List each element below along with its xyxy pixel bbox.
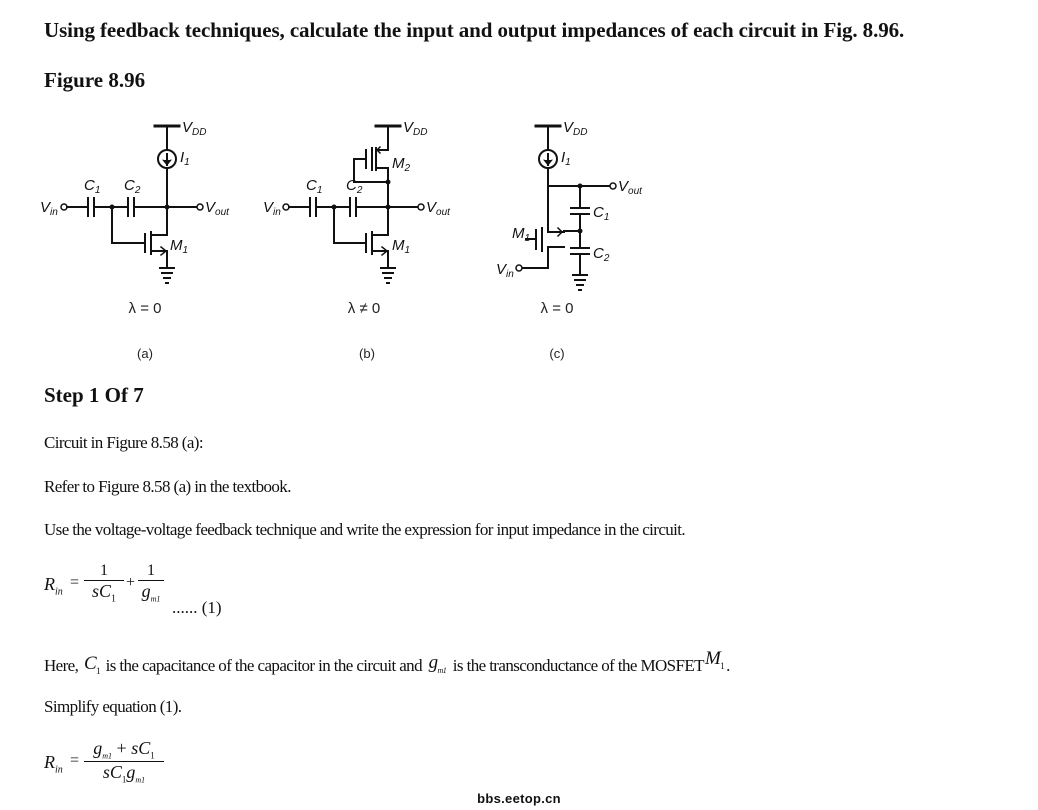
vout-label-b: $V_{out}$ (426, 199, 450, 218)
figure-heading: Figure 8.96 (44, 68, 146, 92)
i1-label-a: $I_1$ (180, 149, 190, 168)
here-line (44, 649, 730, 677)
vout-label-a: $V_{out}$ (205, 199, 229, 218)
symbol-gm1: $g_{m1}$ (428, 652, 447, 675)
here-text-1: Here, (44, 655, 79, 675)
eq1-equals: = (70, 574, 80, 591)
c1-label-a: $C_1$ (84, 177, 101, 196)
solution-line-5: Simplify equation (1). (44, 697, 182, 716)
vin-label-c: $V_{in}$ (496, 261, 514, 280)
symbol-m1: $M_1$ (704, 647, 725, 671)
equation-1 (44, 562, 264, 624)
eq2-fraction (84, 738, 164, 784)
solution-line-3: Use the voltage-voltage feedback technique and write the expression for input impedance in the circuit. (44, 520, 686, 539)
c2-label-b: $C_2$ (346, 177, 363, 196)
watermark: bbs.eetop.cn (477, 791, 561, 806)
vdd-label-a: $V_{DD}$ (182, 119, 207, 138)
here-text-3: is the transconductance of the MOSFET (452, 655, 704, 675)
vin-label-b: $V_{in}$ (263, 199, 281, 218)
vdd-label-c: $V_{DD}$ (563, 119, 588, 138)
caption-a: (a) (137, 346, 153, 361)
circuit-b (283, 126, 424, 283)
m1-label-c: $M_1$ (512, 225, 531, 244)
here-text-4: . (726, 655, 730, 675)
vin-label-a: $V_{in}$ (40, 199, 58, 218)
c2-label-c: $C_2$ (593, 245, 610, 264)
caption-c: (c) (549, 346, 565, 361)
c2-label-a: $C_2$ (124, 177, 141, 196)
eq2-lhs: $R_{in}$ (44, 752, 63, 776)
caption-b: (b) (359, 346, 375, 361)
condition-a: λ = 0 (128, 300, 162, 317)
eq1-plus: + (126, 574, 136, 591)
vout-label-c: $V_{out}$ (618, 178, 642, 197)
eq2-denominator: $sC_1g_{m1}$ (102, 761, 146, 785)
here-text-2: is the capacitance of the capacitor in the circuit and (105, 655, 422, 675)
step-heading: Step 1 Of 7 (44, 383, 144, 407)
condition-c: λ = 0 (540, 300, 574, 317)
eq1-term1: 1 $sC_1$ (84, 562, 124, 605)
problem-statement: Using feedback techniques, calculate the input and output impedances of each circuit in Fig. 8.96. (44, 18, 905, 42)
condition-b: λ ≠ 0 (347, 300, 381, 317)
m1-label-b: $M_1$ (392, 237, 411, 256)
m1-label-a: $M_1$ (170, 237, 189, 256)
symbol-c1: $C_1$ (83, 652, 100, 676)
i1-label-c: $I_1$ (561, 149, 571, 168)
c1-label-c: $C_1$ (593, 204, 610, 223)
eq2-equals: = (70, 752, 80, 769)
eq2-numerator: $g_{m1} + sC_1$ (93, 738, 155, 761)
eq1-term2: 1 $g_{m1}$ (138, 562, 164, 604)
eq1-lhs: $R_{in}$ (44, 574, 63, 598)
equation-2 (44, 738, 194, 790)
eq1-label: ...... (1) (172, 598, 222, 617)
solution-line-1: Circuit in Figure 8.58 (a): (44, 433, 203, 452)
figure-8-96 (0, 110, 1038, 375)
vdd-label-b: $V_{DD}$ (403, 119, 428, 138)
m2-label-b: $M_2$ (392, 155, 411, 174)
solution-line-2: Refer to Figure 8.58 (a) in the textbook. (44, 477, 291, 496)
c1-label-b: $C_1$ (306, 177, 323, 196)
